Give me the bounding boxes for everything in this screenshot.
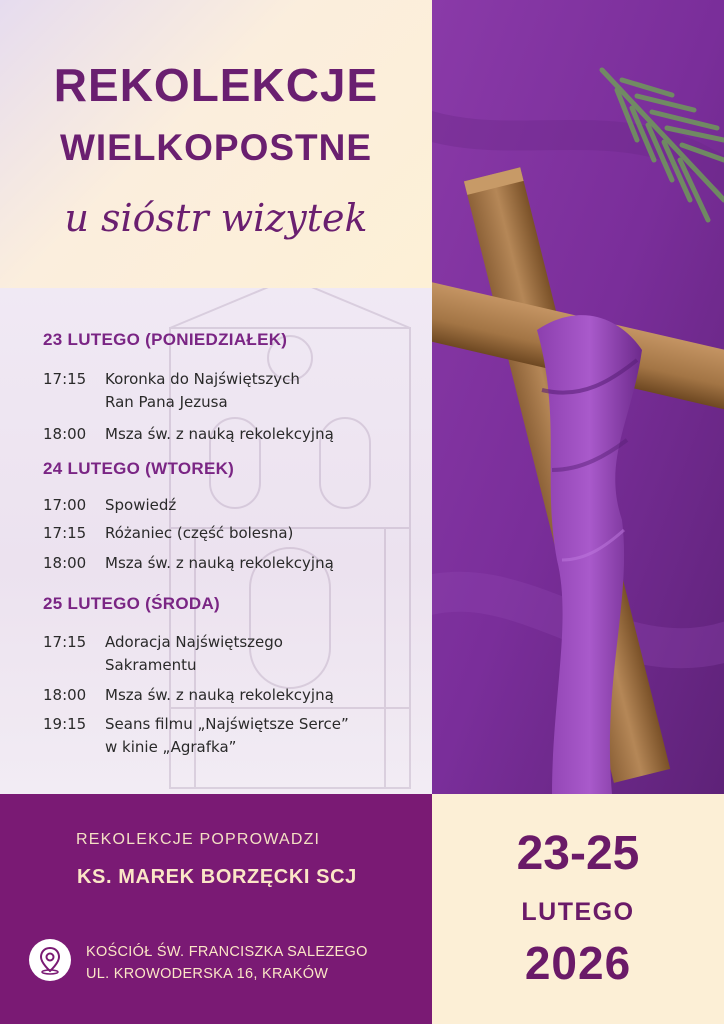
event-time: 18:00 [43,686,87,704]
event-text: Różaniec (część bolesna) [105,524,294,542]
title-line-2: WIELKOPOSTNE [59,127,373,168]
day-heading-2: 24 LUTEGO (WTOREK) [43,459,235,478]
event-time: 17:15 [43,370,87,388]
event-text: Seans filmu „Najświętsze Serce” [105,715,349,733]
title-script-subtitle: u sióstr wizytek [64,196,368,240]
event-text: Sakramentu [105,656,197,674]
church-name: KOŚCIÓŁ ŚW. FRANCISZKA SALEZEGO [86,944,368,960]
day-heading-1: 23 LUTEGO (PONIEDZIAŁEK) [43,330,288,349]
event-time: 18:00 [43,554,87,572]
location-pin-icon [28,938,72,982]
title-line-1: REKOLEKCJE [53,59,379,111]
event-text: Msza św. z nauką rekolekcyjną [105,554,334,572]
date-year: 2026 [524,937,632,989]
event-text: Koronka do Najświętszych [105,370,300,388]
leader-name: KS. MAREK BORZĘCKI SCJ [77,866,357,888]
church-address: UL. KROWODERSKA 16, KRAKÓW [86,966,329,982]
date-month: LUTEGO [521,898,635,926]
date-block [432,794,724,1024]
event-text: Msza św. z nauką rekolekcyjną [105,686,334,704]
event-time: 18:00 [43,425,87,443]
event-text: Ran Pana Jezusa [105,393,228,411]
event-time: 17:00 [43,496,87,514]
event-time: 17:15 [43,633,87,651]
event-text: Spowiedź [105,496,177,514]
day-heading-3: 25 LUTEGO (ŚRODA) [43,594,221,613]
leader-label: REKOLEKCJE POPROWADZI [76,831,321,848]
event-time: 17:15 [43,524,87,542]
date-range: 23-25 [516,827,640,880]
cross-photo [432,0,724,794]
event-text: w kinie „Agrafka” [105,738,237,756]
title-block [0,0,432,288]
event-text: Msza św. z nauką rekolekcyjną [105,425,334,443]
leader-block [0,794,432,1024]
event-time: 19:15 [43,715,87,733]
schedule-block [0,288,432,794]
event-text: Adoracja Najświętszego [105,633,283,651]
